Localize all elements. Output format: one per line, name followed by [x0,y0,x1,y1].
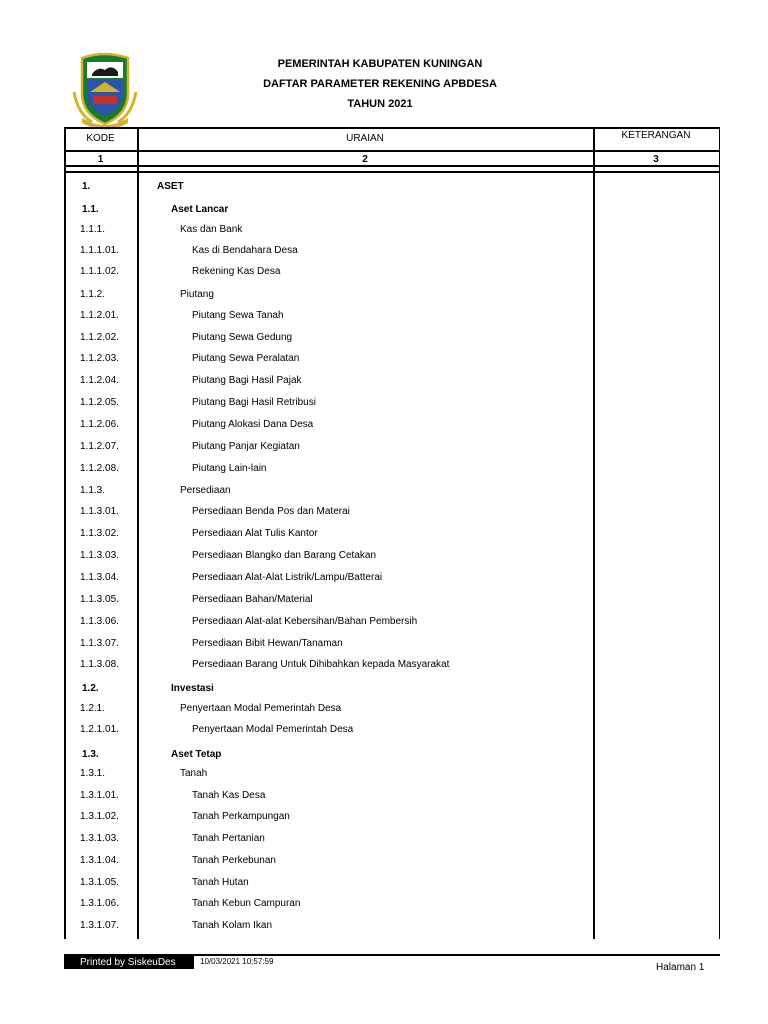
row-code: 1.1. [82,204,99,215]
row-code: 1.1.3.07. [80,638,119,649]
document-title-block [140,57,620,117]
row-description: Investasi [171,683,214,694]
table-row [64,289,720,309]
row-description: Piutang Lain-lain [192,463,267,474]
row-code: 1.1.3.08. [80,659,119,670]
account-parameter-table [64,127,720,939]
row-code: 1.3.1.04. [80,855,119,866]
table-row [64,419,720,439]
table-row [64,594,720,614]
row-code: 1.1.3.05. [80,594,119,605]
row-description: Persediaan Bibit Hewan/Tanaman [192,638,343,649]
row-code: 1.3.1.03. [80,833,119,844]
row-description: Piutang Bagi Hasil Retribusi [192,397,316,408]
row-code: 1.3.1.06. [80,898,119,909]
row-code: 1.1.3. [80,485,106,496]
column-header-keterangan: KETERANGAN [621,130,691,141]
title-line-document: DAFTAR PARAMETER REKENING APBDESA [263,78,497,90]
row-description: Kas dan Bank [180,224,243,235]
row-description: Aset Lancar [171,204,229,215]
table-row [64,768,720,788]
table-row [64,506,720,526]
row-description: Persediaan Benda Pos dan Materai [192,506,350,517]
table-border-top [64,127,720,129]
row-description: Persediaan Alat-alat Kebersihan/Bahan Pembersih [192,616,418,627]
row-description: Tanah Perkebunan [192,855,276,866]
row-description: Persediaan Bahan/Material [192,594,313,605]
table-row [64,397,720,417]
table-row [64,683,720,703]
table-row [64,572,720,592]
row-code: 1. [82,181,91,192]
kuningan-crest-icon [72,52,138,130]
column-number-1: 1 [97,154,104,165]
row-description: Tanah Hutan [192,877,249,888]
row-description: Persediaan Alat-Alat Listrik/Lampu/Batterai [192,572,383,583]
table-row [64,703,720,723]
row-description: Penyertaan Modal Pemerintah Desa [180,703,342,714]
title-line-year: TAHUN 2021 [347,98,413,110]
row-description: Piutang Sewa Peralatan [192,353,300,364]
row-code: 1.2.1. [80,703,106,714]
row-code: 1.1.3.01. [80,506,119,517]
table-row [64,353,720,373]
table-number-divider [64,165,720,167]
row-code: 1.3.1. [80,768,106,779]
table-row [64,310,720,330]
row-description: Persediaan Alat Tulis Kantor [192,528,318,539]
row-description: Tanah Kebun Campuran [192,898,301,909]
row-code: 1.1.3.04. [80,572,119,583]
row-description: Piutang Sewa Tanah [192,310,284,321]
row-code: 1.3. [82,749,99,760]
row-code: 1.3.1.07. [80,920,119,931]
row-code: 1.1.1.01. [80,245,119,256]
table-row [64,375,720,395]
row-description: Piutang Sewa Gedung [192,332,293,343]
table-row [64,204,720,224]
table-row [64,550,720,570]
column-number-3: 3 [653,154,659,165]
printed-by-label: Printed by SiskeuDes [64,956,194,969]
row-code: 1.1.2. [80,289,106,300]
table-row [64,811,720,831]
row-description: ASET [157,181,184,192]
table-row [64,245,720,265]
table-row [64,332,720,352]
row-code: 1.1.3.02. [80,528,119,539]
row-code: 1.1.1.02. [80,266,119,277]
table-row [64,855,720,875]
table-row [64,181,720,201]
row-code: 1.1.2.06. [80,419,119,430]
row-code: 1.1.2.07. [80,441,119,452]
title-line-government: PEMERINTAH KABUPATEN KUNINGAN [277,58,483,70]
page-number: Halaman 1 [656,962,705,973]
row-code: 1.1.2.01. [80,310,119,321]
row-description: Rekening Kas Desa [192,266,281,277]
table-header-divider [64,150,720,152]
print-timestamp: 10/03/2021 10:57:59 [200,957,274,966]
row-code: 1.1.2.08. [80,463,119,474]
table-row [64,266,720,286]
row-code: 1.3.1.05. [80,877,119,888]
row-description: Persediaan Blangko dan Barang Cetakan [192,550,377,561]
row-code: 1.3.1.01. [80,790,119,801]
row-description: Persediaan [180,485,231,496]
row-description: Tanah Pertanian [192,833,265,844]
column-header-kode: KODE [86,133,115,144]
row-description: Tanah [180,768,208,779]
table-row [64,898,720,918]
table-row [64,441,720,461]
table-row [64,920,720,940]
table-row [64,659,720,679]
row-code: 1.1.2.02. [80,332,119,343]
row-description: Piutang Alokasi Dana Desa [192,419,314,430]
row-code: 1.1.2.05. [80,397,119,408]
row-description: Tanah Perkampungan [192,811,290,822]
row-description: Tanah Kolam Ikan [192,920,273,931]
row-code: 1.2.1.01. [80,724,119,735]
row-code: 1.2. [82,683,99,694]
table-row [64,749,720,769]
table-row [64,616,720,636]
table-row [64,833,720,853]
row-description: Kas di Bendahara Desa [192,245,298,256]
table-row [64,724,720,744]
table-row [64,463,720,483]
table-row [64,485,720,505]
row-code: 1.1.3.03. [80,550,119,561]
row-code: 1.1.2.04. [80,375,119,386]
table-row [64,224,720,244]
row-description: Piutang [180,289,214,300]
table-body-top-divider [64,171,720,173]
table-row [64,528,720,548]
row-description: Tanah Kas Desa [192,790,266,801]
row-description: Piutang Panjar Kegiatan [192,441,300,452]
row-code: 1.1.2.03. [80,353,119,364]
column-header-uraian: URAIAN [346,133,384,144]
row-description: Aset Tetap [171,749,222,760]
row-code: 1.1.1. [80,224,106,235]
table-row [64,638,720,658]
row-code: 1.1.3.06. [80,616,119,627]
row-description: Piutang Bagi Hasil Pajak [192,375,302,386]
row-code: 1.3.1.02. [80,811,119,822]
row-description: Persediaan Barang Untuk Dihibahkan kepada Masyarakat [192,659,450,670]
table-row [64,877,720,897]
column-number-2: 2 [362,154,368,165]
row-description: Penyertaan Modal Pemerintah Desa [192,724,354,735]
table-row [64,790,720,810]
